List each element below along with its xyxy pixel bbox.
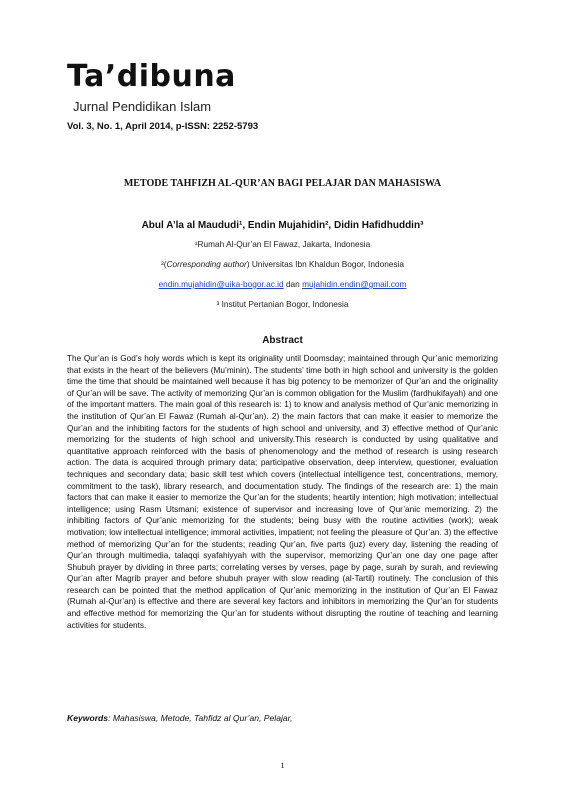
affiliation-3: ³ Institut Pertanian Bogor, Indonesia: [216, 299, 349, 309]
keywords-label: Keywords: [67, 713, 109, 723]
volume-info: Vol. 3, No. 1, April 2014, p-ISSN: 2252-5793: [67, 121, 259, 132]
journal-subtitle: Jurnal Pendidikan Islam: [73, 99, 212, 114]
email-line: [0, 279, 565, 289]
keywords-list: : Mahasiswa, Metode, Tahfidz al Qur’an, Pelajar,: [108, 713, 293, 723]
paper-title: METODE TAHFIZH AL-QUR’AN BAGI PELAJAR DAN MAHASISWA: [123, 178, 442, 189]
affiliation-2: [0, 259, 565, 269]
affiliation-1: ¹Rumah Al-Qur’an El Fawaz, Jakarta, Indonesia: [194, 239, 371, 249]
corresponding-author-label: Corresponding author: [166, 259, 247, 269]
page-number: 1: [280, 760, 285, 770]
affiliation-2-prefix: ²(: [160, 259, 167, 269]
affiliation-2-rest: ) Universitas Ibn Khaldun Bogor, Indonesia: [246, 259, 405, 269]
email-link-2[interactable]: mujahidin.endin@gmail.com: [302, 279, 407, 289]
journal-title: Ta’dibuna: [67, 59, 236, 94]
keywords-line: [67, 713, 498, 724]
email-joiner: dan: [283, 279, 303, 289]
author-list: Abul A’la al Maududi¹, Endin Mujahidin², Didin Hafidhuddin³: [141, 220, 424, 231]
email-link-1[interactable]: endin.mujahidin@uika-bogor.ac.id: [158, 279, 284, 289]
abstract-heading: Abstract: [262, 335, 303, 346]
abstract-text: The Qur’an is God’s holy words which is kept its originality until Doomsday; maintained through Qur’anic memorizing that exists in the heart of the believers (Mu’minin). The students’ time both in high school and university is the golden time the time that should be maintained well because it has big potency to be memorizer of Qur’an and the originality of Qur’an will be save. The activity of memorizing Qur’an is common obligation for the Muslim (fardhukifayah) and one of the important matters. The main goal of this research is: 1) to know and analysis method of Qur’anic memorizing in the institution of Qur’an El Fawaz (Rumah al-Qur’an). 2) the main factors that can make it easier to memorize the Qur’an and the inhibiting factors for the students of high school and university, and 3) effective method of Qur’anic memorizing for the students of high school and university.This research is conducted by using qualitative and quantitative approach reinforced with the basis of phenomenology and the method of research is using research action. The data is acquired through primary data; participative observation, deep interview, questioner, evaluation techniques and secondary data; basic skill test which covers (intellectual intelligence test, concentrations, memory, commitment to the task), library research, and documentation study. The findings of the research are: 1) the main factors that can make it easier to memorize the Qur’an for the students; heartily intention; high motivation; intellectual intelligence; using Rasm Utsmani; existence of supervisor and increasing love of Qur’anic memorizing. 2) the inhibiting factors of Qur’anic memorizing for the students; being busy with the routine activities (work); weak motivation; low intellectual intelligence; immoral activities, impatient; not feeling the pleasure of Qur’an. 3) the effective method of memorizing Qur’an for the students; reading Qur’an, five parts (juz) every day, listening the reading of Qur’an through multimedia, talaqqi syafahiyyah with the supervisor, memorizing Qur’an one day one page after Shubuh prayer by dividing in three parts; correlating verses by verses, page by page, surah by surah, and reviewing Qur’an after Magrib prayer and before shubuh prayer with slow reading (al-Tartil) routinely. The conclusion of this research can be pointed that the method application of Qur’anic memorizing in the institution of Qur’an El Fawaz (Rumah al-Qur’an) is effective and there are several key factors and inhibitors in memorizing the Qur’an for students and effective method for memorizing the Qur’an for students without disrupting the routine of teaching and learning activities for students.: [67, 354, 498, 630]
